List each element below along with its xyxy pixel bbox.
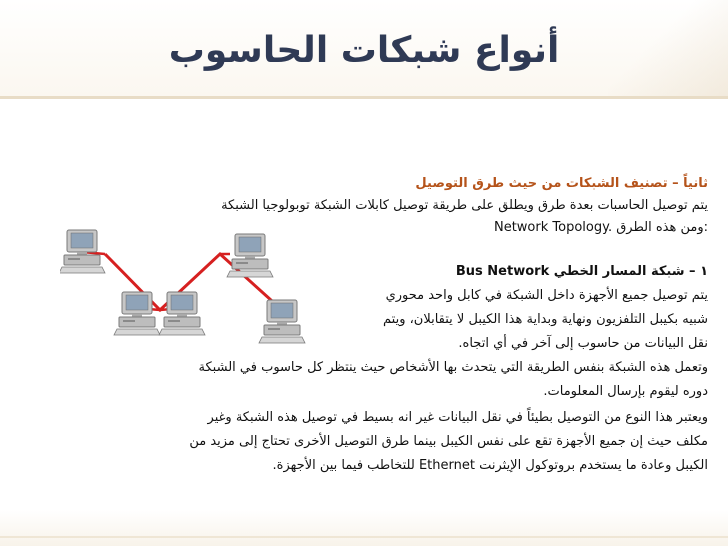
bottom-divider bbox=[0, 536, 728, 538]
title-divider bbox=[0, 96, 728, 99]
bus-network-diagram bbox=[60, 222, 310, 347]
computer-icon bbox=[259, 300, 305, 343]
para1-line-3: نقل البيانات من حاسوب إلى آخر في أي اتجاه. bbox=[458, 336, 708, 351]
para2-line-2: دوره ليقوم بإرسال المعلومات. bbox=[543, 384, 708, 399]
intro-line-1: يتم توصيل الحاسبات بعدة طرق ويطلق على طريقة توصيل كابلات الشبكة توبولوجيا الشبكة bbox=[221, 198, 708, 213]
computer-icon bbox=[159, 292, 205, 335]
para1-line-1: يتم توصيل جميع الأجهزة داخل الشبكة في كابل واحد محوري bbox=[385, 288, 708, 303]
para3-line-2: مكلف حيث إن جميع الأجهزة تقع على نفس الكيبل بينما طرق التوصيل الأخرى تحتاج إلى مزيد من bbox=[189, 434, 708, 449]
bus-network-heading: ١ – شبكة المسار الخطي Bus Network bbox=[455, 264, 708, 279]
bottom-band bbox=[0, 510, 728, 546]
computer-icon bbox=[114, 292, 160, 335]
para3-line-3: الكيبل وعادة ما يستخدم بروتوكول الإيثرنت Ethernet للتخاطب فيما بين الأجهزة. bbox=[272, 458, 708, 473]
para1-line-2: شبيه بكيبل التلفزيون ونهاية وبداية هذا الكيبل لا يتقابلان، ويتم bbox=[383, 312, 708, 327]
intro-line-2: Network Topology. ومن هذه الطرق: bbox=[493, 220, 708, 235]
slide-title: أنواع شبكات الحاسوب bbox=[168, 30, 560, 71]
para2-line-1: وتعمل هذه الشبكة بنفس الطريقة التي يتحدث بها الأشخاص حيث ينتظر كل حاسوب في الشبكة bbox=[198, 360, 708, 375]
computer-icon bbox=[60, 230, 105, 273]
para3-line-1: ويعتبر هذا النوع من التوصيل بطيئاً في نقل البيانات غير انه بسيط في توصيل هذه الشبكة وغير bbox=[207, 410, 708, 425]
section-heading: ثانياً – تصنيف الشبكات من حيث طرق التوصيل bbox=[415, 176, 708, 191]
computer-icon bbox=[227, 234, 273, 277]
